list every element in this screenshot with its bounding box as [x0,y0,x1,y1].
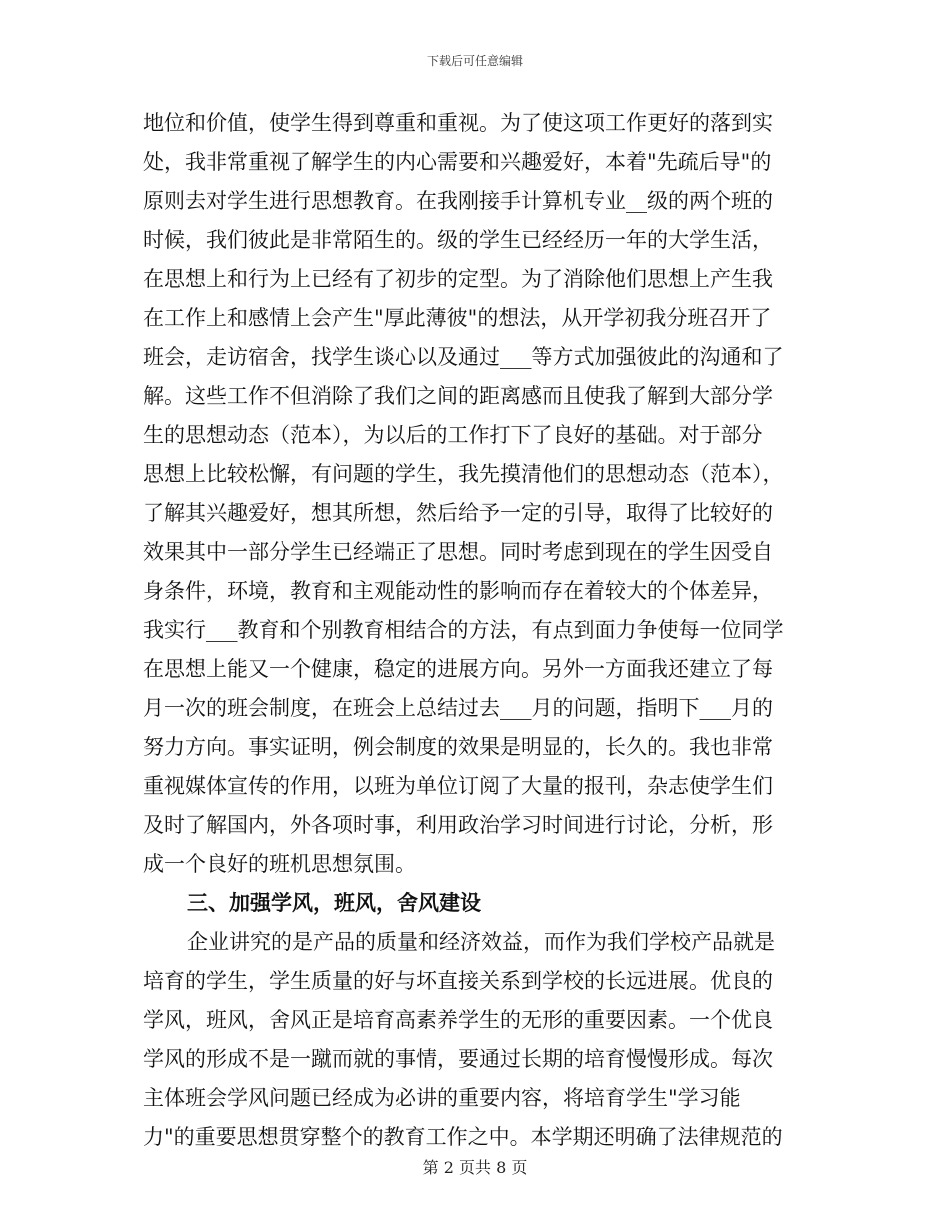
body-line: 时候，我们彼此是非常陌生的。级的学生已经经历一年的大学生活， [143,228,773,252]
body-line: 成一个良好的班机思想氛围。 [143,852,416,876]
body-line: 学风，班风，舍风正是培育高素养学生的无形的重要因素。一个优良 [143,1008,773,1032]
body-line: 生的思想动态（范本），为以后的工作打下了良好的基础。对于部分 [143,423,763,447]
page-footer: 第 2 页共 8 页 [422,1158,528,1177]
body-line: 在工作上和感情上会产生"厚此薄彼"的想法，从开学初我分班召开了 [143,306,772,330]
body-line: 主体班会学风问题已经成为必讲的重要内容，将培育学生"学习能 [143,1086,741,1110]
body-line: 了解其兴趣爱好，想其所想，然后给予一定的引导，取得了比较好的 [143,501,773,525]
body-line: 及时了解国内，外各项时事，利用政治学习时间进行讨论，分析，形 [143,813,773,837]
page-header: 下载后可任意编辑 [426,54,523,68]
body-line: 效果其中一部分学生已经端正了思想。同时考虑到现在的学生因受自 [143,540,773,564]
body-line: 力"的重要思想贯穿整个的教育工作之中。本学期还明确了法律规范的 [143,1125,783,1149]
body-line: 解。这些工作不但消除了我们之间的距离感而且使我了解到大部分学 [143,384,773,408]
body-line: 在思想上和行为上已经有了初步的定型。为了消除他们思想上产生我 [143,267,773,291]
body-line: 思想上比较松懈，有问题的学生，我先摸清他们的思想动态（范本）， [143,462,784,486]
body-line: 我实行___教育和个别教育相结合的方法，有点到面力争使每一位同学 [143,618,784,642]
body-line: 学风的形成不是一蹴而就的事情，要通过长期的培育慢慢形成。每次 [143,1047,773,1071]
body-line: 在思想上能又一个健康，稳定的进展方向。另外一方面我还建立了每 [143,657,773,681]
body-line: 处，我非常重视了解学生的内心需要和兴趣爱好，本着"先疏后导"的 [143,150,772,174]
body-line: 地位和价值，使学生得到尊重和重视。为了使这项工作更好的落到实 [143,111,773,135]
body-line: 努力方向。事实证明，例会制度的效果是明显的，长久的。我也非常 [143,735,773,759]
body-line: 培育的学生，学生质量的好与坏直接关系到学校的长远进展。优良的 [143,969,773,993]
section-heading: 三、加强学风，班风，舍风建设 [187,891,481,915]
body-line: 重视媒体宣传的作用，以班为单位订阅了大量的报刊，杂志使学生们 [143,774,773,798]
body-line: 企业讲究的是产品的质量和经济效益，而作为我们学校产品就是 [187,930,775,954]
body-line: 原则去对学生进行思想教育。在我刚接手计算机专业__级的两个班的 [143,189,773,213]
body-line: 月一次的班会制度，在班会上总结过去___月的问题，指明下___月的 [143,696,773,720]
body-line: 班会，走访宿舍，找学生谈心以及通过___等方式加强彼此的沟通和了 [143,345,784,369]
body-line: 身条件，环境，教育和主观能动性的影响而存在着较大的个体差异， [143,579,773,603]
